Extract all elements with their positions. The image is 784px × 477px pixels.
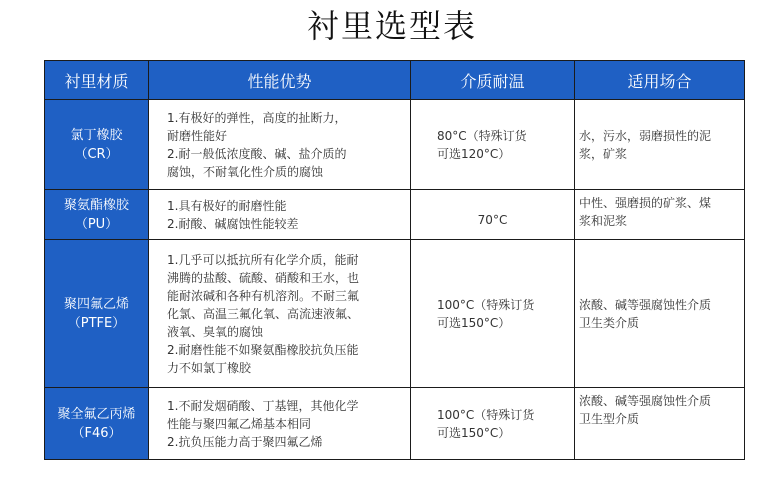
temperature-line: 可选120°C） bbox=[437, 146, 511, 161]
table-row-f46 bbox=[45, 388, 745, 460]
temperature-cell bbox=[411, 240, 575, 388]
header-performance: 性能优势 bbox=[149, 61, 411, 100]
header-application: 适用场合 bbox=[575, 61, 745, 100]
performance-line: 1.有极好的弹性，高度的扯断力， bbox=[167, 110, 347, 125]
material-name: 氯丁橡胶 bbox=[70, 127, 123, 143]
page-title: 衬里选型表 bbox=[306, 7, 477, 45]
performance-line: 耐磨性能好 bbox=[167, 128, 228, 143]
table-row-cr bbox=[45, 100, 745, 190]
performance-line: 2.耐酸、碱腐蚀性能较差 bbox=[167, 216, 299, 231]
material-code: （PU） bbox=[74, 216, 119, 232]
application-line: 中性、强磨损的矿浆、煤 bbox=[579, 196, 712, 210]
table-row-ptfe bbox=[45, 240, 745, 388]
temperature-cell bbox=[411, 388, 575, 460]
performance-line: 沸腾的盐酸、硫酸、硝酸和王水，也 bbox=[167, 270, 360, 285]
performance-line: 2.耐磨性能不如聚氨酯橡胶抗负压能 bbox=[167, 342, 359, 357]
performance-cell bbox=[149, 240, 411, 388]
material-name: 聚四氟乙烯 bbox=[63, 296, 129, 312]
performance-line: 2.耐一般低浓度酸、碱、盐介质的 bbox=[167, 146, 347, 161]
temperature-line: 可选150°C） bbox=[437, 315, 511, 330]
performance-line: 1.几乎可以抵抗所有化学介质，能耐 bbox=[167, 252, 359, 267]
header-material: 衬里材质 bbox=[45, 61, 149, 100]
table-row-pu bbox=[45, 190, 745, 240]
material-code: （F46） bbox=[71, 425, 122, 441]
application-line: 浓酸、碱等强腐蚀性介质 bbox=[579, 394, 712, 408]
table-header-row bbox=[45, 61, 745, 100]
temperature-line: 可选150°C） bbox=[437, 425, 511, 440]
performance-line: 液氧、臭氧的腐蚀 bbox=[167, 324, 264, 339]
temperature-line: 70°C bbox=[477, 212, 508, 227]
material-cell bbox=[45, 100, 149, 190]
temperature-cell bbox=[411, 100, 575, 190]
performance-line: 腐蚀，不耐氧化性介质的腐蚀 bbox=[167, 164, 324, 179]
application-line: 卫生类介质 bbox=[579, 315, 640, 330]
performance-line: 1.具有极好的耐磨性能 bbox=[167, 198, 287, 213]
performance-line: 性能与聚四氟乙烯基本相同 bbox=[167, 416, 312, 431]
application-line: 卫生型介质 bbox=[579, 412, 640, 426]
application-line: 水，污水，弱磨损性的泥 bbox=[579, 128, 712, 143]
material-cell bbox=[45, 388, 149, 460]
material-cell bbox=[45, 190, 149, 240]
temperature-line: 100°C（特殊订货 bbox=[437, 297, 535, 312]
temperature-line: 80°C（特殊订货 bbox=[437, 128, 527, 143]
performance-line: 2.抗负压能力高于聚四氟乙烯 bbox=[167, 434, 323, 449]
material-name: 聚氨酯橡胶 bbox=[63, 197, 129, 213]
material-code: （CR） bbox=[74, 146, 119, 162]
application-line: 浆和泥浆 bbox=[579, 214, 628, 228]
application-line: 浆，矿浆 bbox=[579, 146, 628, 161]
application-cell bbox=[575, 100, 745, 190]
performance-line: 能耐浓碱和各种有机溶剂。不耐三氟 bbox=[167, 288, 360, 303]
temperature-line: 100°C（特殊订货 bbox=[437, 407, 535, 422]
application-line: 浓酸、碱等强腐蚀性介质 bbox=[579, 297, 712, 312]
material-code: （PTFE） bbox=[67, 315, 126, 331]
application-cell bbox=[575, 190, 745, 240]
lining-selection-table bbox=[44, 60, 745, 460]
performance-line: 化氯、高温三氟化氧、高流速液氟、 bbox=[167, 306, 360, 321]
performance-cell bbox=[149, 388, 411, 460]
performance-cell bbox=[149, 100, 411, 190]
header-temperature: 介质耐温 bbox=[411, 61, 575, 100]
application-cell bbox=[575, 388, 745, 460]
performance-line: 1.不耐发烟硝酸、丁基锂，其他化学 bbox=[167, 398, 359, 413]
material-name: 聚全氟乙丙烯 bbox=[57, 406, 136, 422]
temperature-cell bbox=[411, 190, 575, 240]
performance-line: 力不如氯丁橡胶 bbox=[167, 360, 252, 375]
material-cell bbox=[45, 240, 149, 388]
application-cell bbox=[575, 240, 745, 388]
performance-cell bbox=[149, 190, 411, 240]
